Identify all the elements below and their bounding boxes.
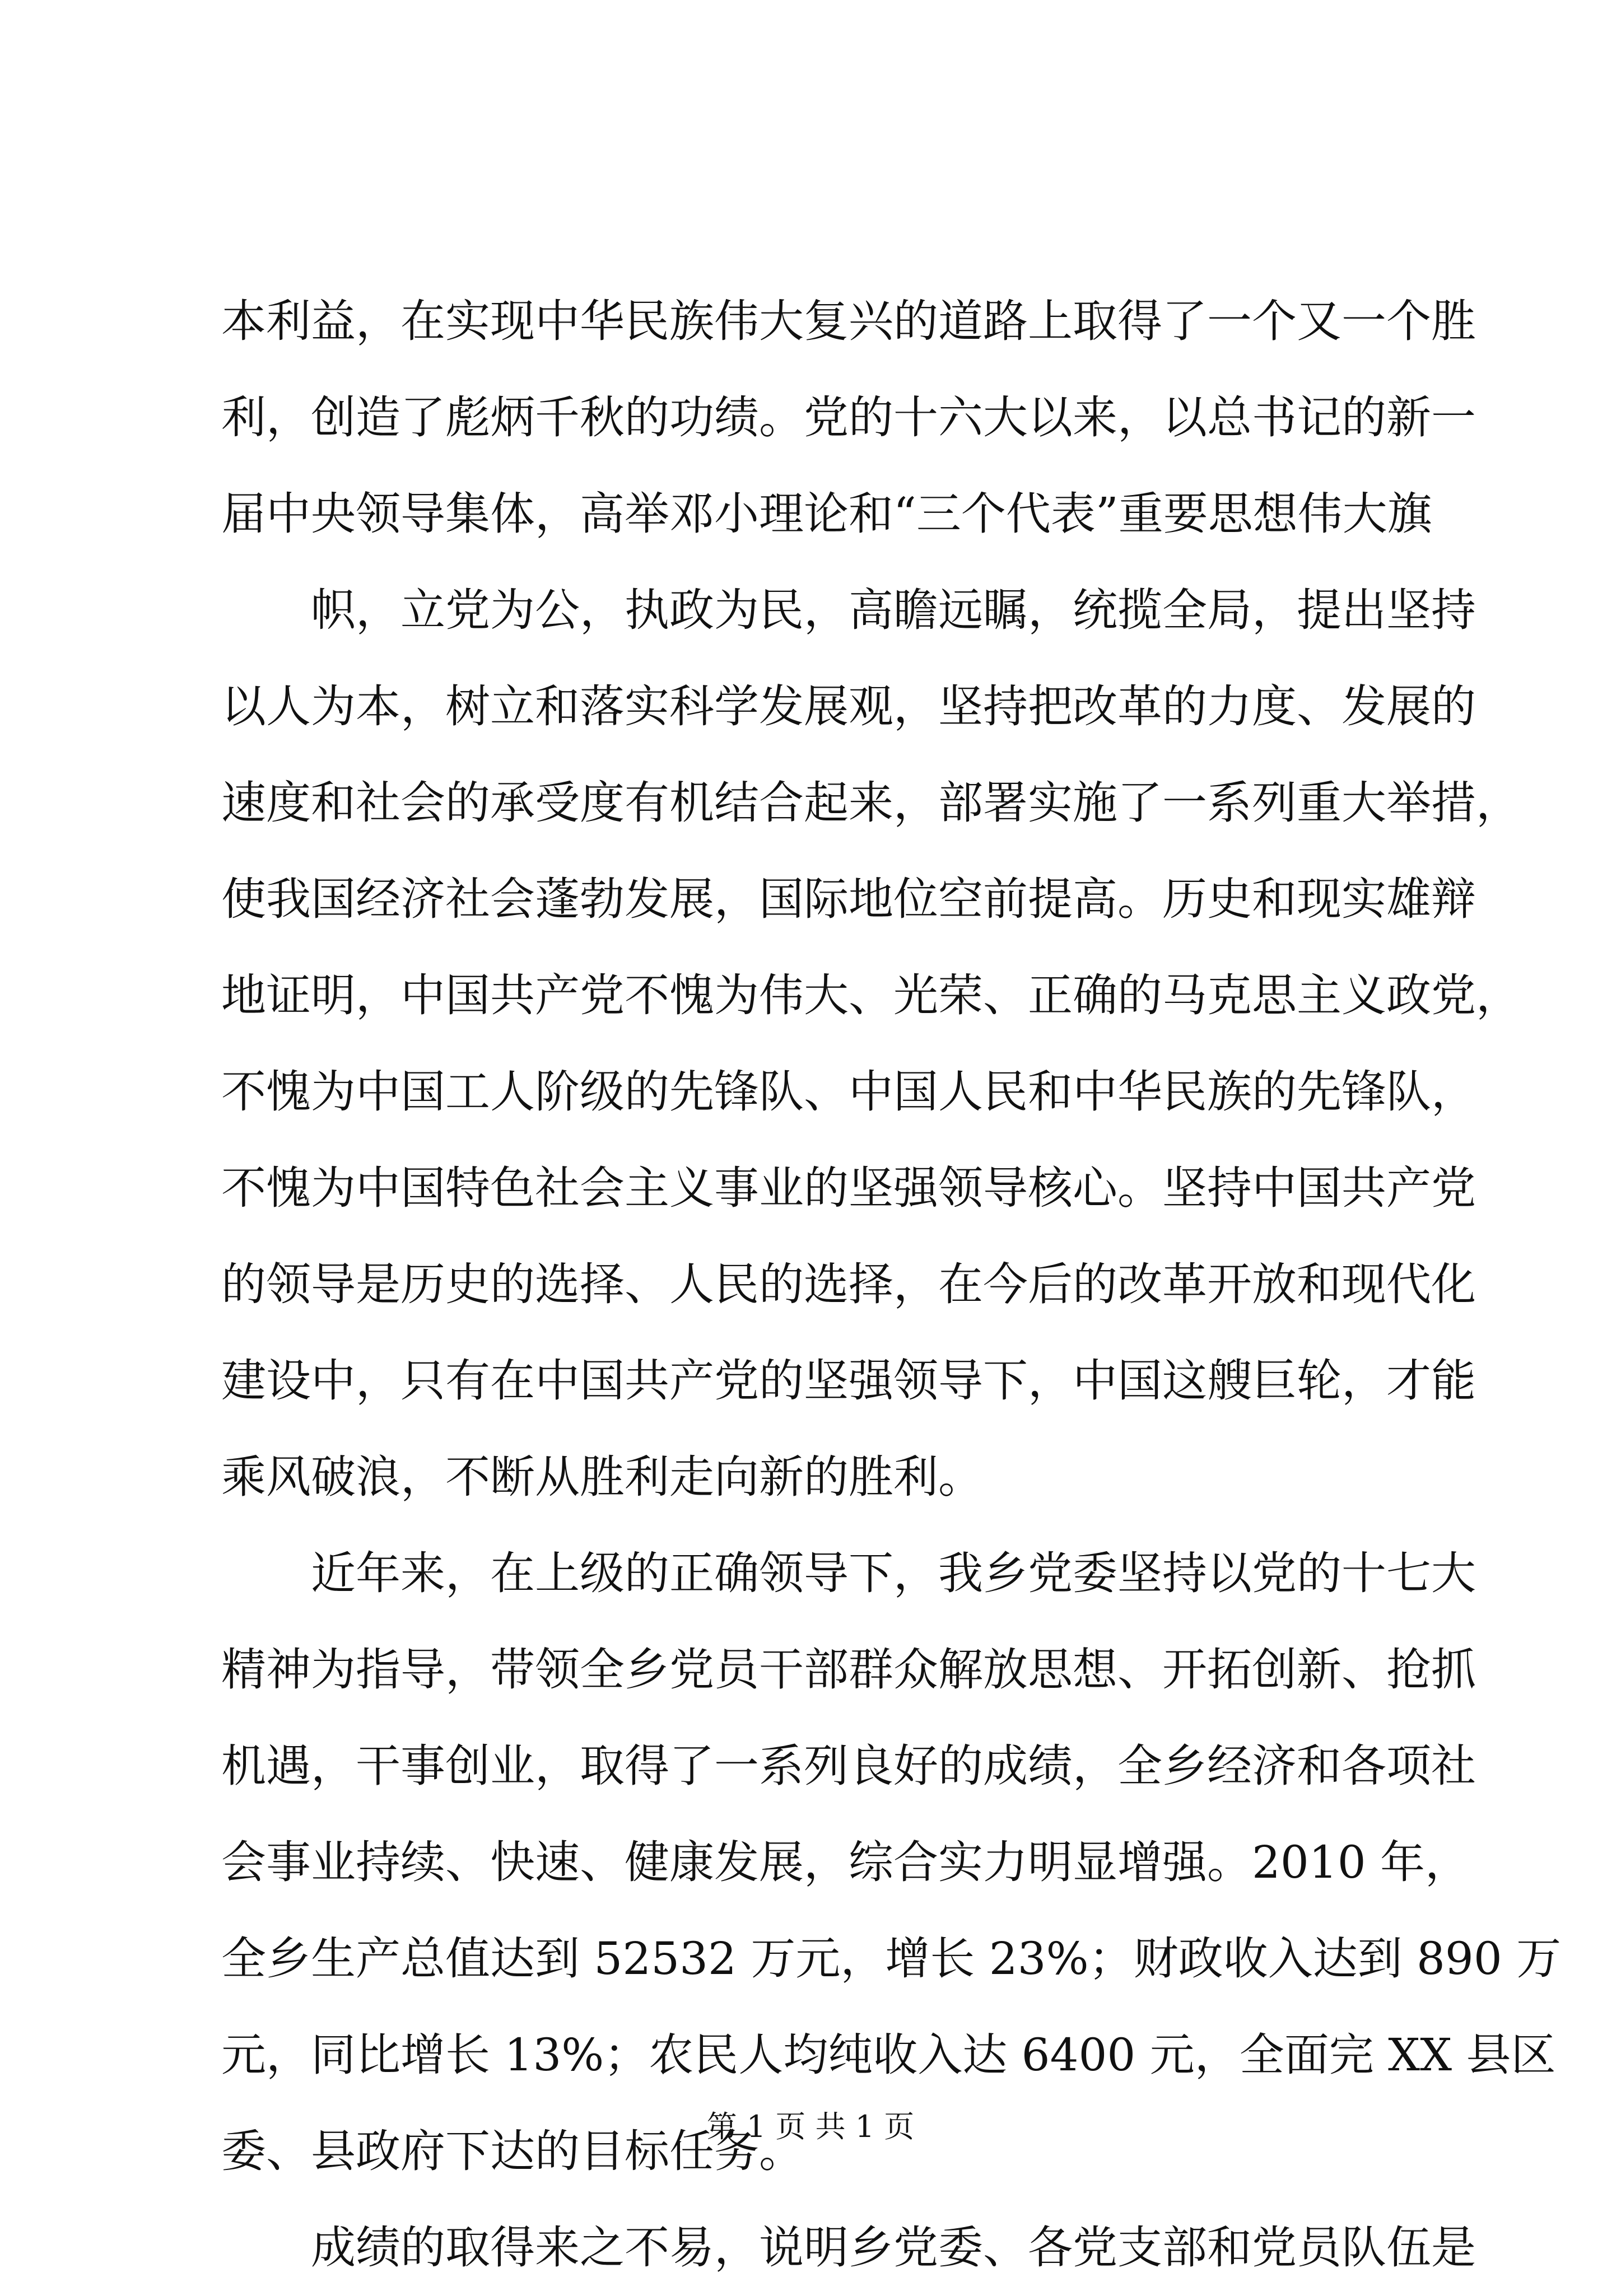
text-line: 建设中，只有在中国共产党的坚强领导下，中国这艘巨轮，才能 bbox=[221, 1355, 1476, 1407]
text-line: 元，同比增长 13%；农民人均纯收入达 6400 元，全面完 XX 县区 bbox=[221, 2029, 1556, 2081]
text-line: 使我国经济社会蓬勃发展，国际地位空前提高。历史和现实雄辩 bbox=[221, 873, 1476, 925]
text-line: 成绩的取得来之不易，说明乡党委、各党支部和党员队伍是 bbox=[311, 2222, 1476, 2274]
text-line: 以人为本，树立和落实科学发展观，坚持把改革的力度、发展的 bbox=[221, 680, 1476, 732]
text-line: 全乡生产总值达到 52532 万元，增长 23%；财政收入达到 890 万 bbox=[221, 1933, 1562, 1985]
page-footer: 第 1 页 共 1 页 bbox=[706, 2109, 915, 2144]
text-line: 会事业持续、快速、健康发展，综合实力明显增强。2010 年， bbox=[221, 1836, 1470, 1888]
text-line: 精神为指导，带领全乡党员干部群众解放思想、开拓创新、抢抓 bbox=[221, 1644, 1476, 1696]
text-line: 速度和社会的承受度有机结合起来，部署实施了一系列重大举措， bbox=[221, 777, 1521, 829]
text-line: 帜，立党为公，执政为民，高瞻远瞩，统揽全局，提出坚持 bbox=[311, 584, 1476, 636]
text-line: 利，创造了彪炳千秋的功绩。党的十六大以来，以总书记的新一 bbox=[221, 391, 1476, 444]
text-line: 的领导是历史的选择、人民的选择，在今后的改革开放和现代化 bbox=[221, 1258, 1476, 1310]
text-line: 地证明，中国共产党不愧为伟大、光荣、正确的马克思主义政党， bbox=[221, 969, 1521, 1021]
text-line: 乘风破浪，不断从胜利走向新的胜利。 bbox=[221, 1451, 983, 1503]
body-text bbox=[221, 273, 1562, 2296]
text-line: 届中央领导集体，高举邓小理论和“三个代表”重要思想伟大旗 bbox=[221, 488, 1432, 540]
text-line: 本利益，在实现中华民族伟大复兴的道路上取得了一个又一个胜 bbox=[221, 295, 1476, 347]
text-line: 机遇，干事创业，取得了一系列良好的成绩，全乡经济和各项社 bbox=[221, 1740, 1476, 1792]
text-line: 不愧为中国特色社会主义事业的坚强领导核心。坚持中国共产党 bbox=[221, 1162, 1476, 1214]
text-line: 不愧为中国工人阶级的先锋队、中国人民和中华民族的先锋队， bbox=[221, 1066, 1476, 1118]
text-line: 委、县政府下达的目标任务。 bbox=[221, 2125, 804, 2177]
text-line: 近年来，在上级的正确领导下，我乡党委坚持以党的十七大 bbox=[311, 1547, 1476, 1599]
